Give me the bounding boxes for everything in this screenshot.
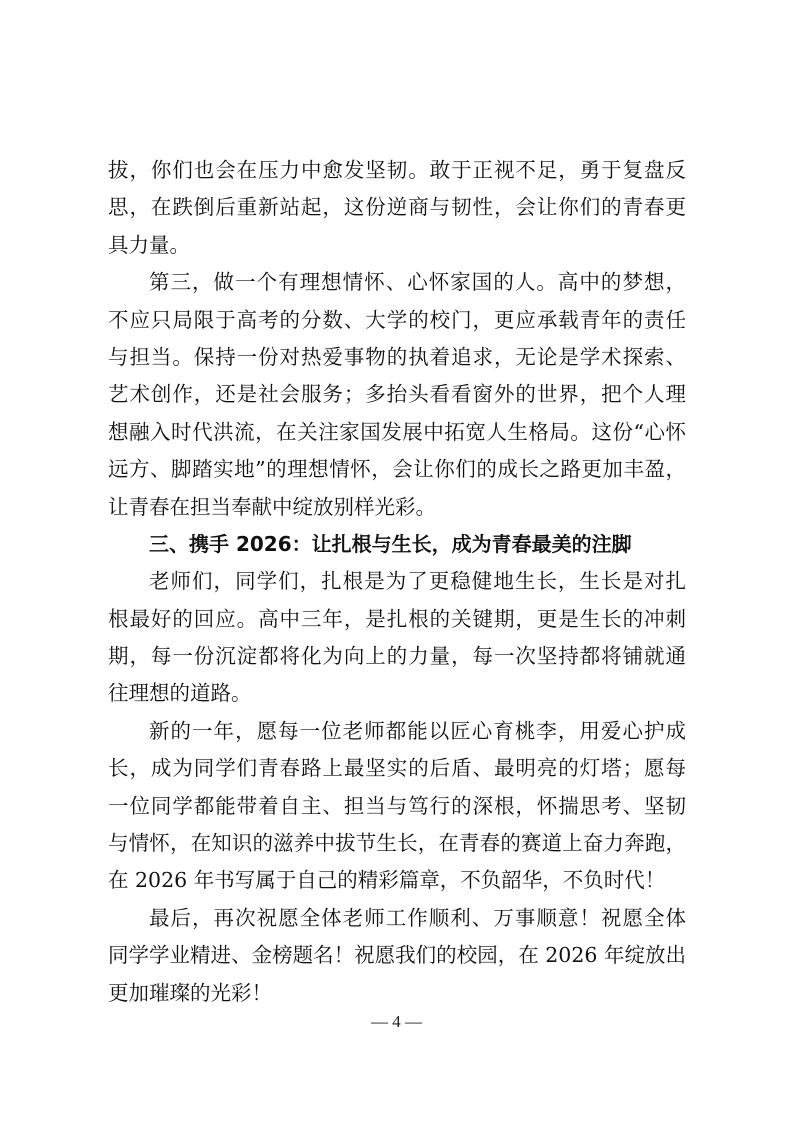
section-heading: 三、携手 2026：让扎根与生长，成为青春最美的注脚 bbox=[149, 531, 632, 556]
document-body bbox=[108, 152, 686, 1012]
text-line: 艺术创作，还是社会服务；多抬头看看窗外的世界，把个人理 bbox=[108, 382, 686, 407]
text-line: 最后，再次祝愿全体老师工作顺利、万事顺意！祝愿全体 bbox=[149, 905, 686, 930]
text-line: 老师们，同学们，扎根是为了更稳健地生长，生长是对扎 bbox=[149, 569, 686, 594]
text-line: 不应只局限于高考的分数、大学的校门，更应承载青年的责任 bbox=[108, 307, 686, 332]
text-line: 一位同学都能带着自主、担当与笃行的深根，怀揣思考、坚韧 bbox=[108, 793, 686, 818]
text-line: 长，成为同学们青春路上最坚实的后盾、最明亮的灯塔；愿每 bbox=[108, 756, 686, 781]
text-line: 与情怀，在知识的滋养中拔节生长，在青春的赛道上奋力奔跑， bbox=[108, 831, 686, 856]
page-number: — 4 — bbox=[371, 1012, 422, 1031]
text-line: 具力量。 bbox=[108, 232, 190, 257]
text-line: 思，在跌倒后重新站起，这份逆商与韧性，会让你们的青春更 bbox=[108, 195, 686, 220]
text-line: 根最好的回应。高中三年，是扎根的关键期，更是生长的冲刺 bbox=[108, 606, 686, 631]
text-line: 期，每一份沉淀都将化为向上的力量，每一次坚持都将铺就通 bbox=[108, 644, 686, 669]
text-line: 与担当。保持一份对热爱事物的执着追求，无论是学术探索、 bbox=[108, 344, 686, 369]
text-line: 同学学业精进、金榜题名！祝愿我们的校园，在 2026 年绽放出 bbox=[108, 943, 686, 968]
text-line: 让青春在担当奉献中绽放别样光彩。 bbox=[108, 494, 436, 519]
text-line: 往理想的道路。 bbox=[108, 681, 252, 706]
text-line: 远方、脚踏实地”的理想情怀，会让你们的成长之路更加丰盈， bbox=[108, 457, 686, 482]
text-line: 在 2026 年书写属于自己的精彩篇章，不负韶华，不负时代！ bbox=[108, 868, 666, 893]
text-line: 新的一年，愿每一位老师都能以匠心育桃李，用爱心护成 bbox=[149, 718, 686, 743]
text-line: 想融入时代洪流，在关注家国发展中拓宽人生格局。这份“心怀 bbox=[108, 419, 686, 444]
text-line: 更加璀璨的光彩！ bbox=[108, 980, 272, 1005]
text-line: 第三，做一个有理想情怀、心怀家国的人。高中的梦想， bbox=[149, 270, 686, 295]
text-line: 拔，你们也会在压力中愈发坚韧。敢于正视不足，勇于复盘反 bbox=[108, 158, 686, 182]
